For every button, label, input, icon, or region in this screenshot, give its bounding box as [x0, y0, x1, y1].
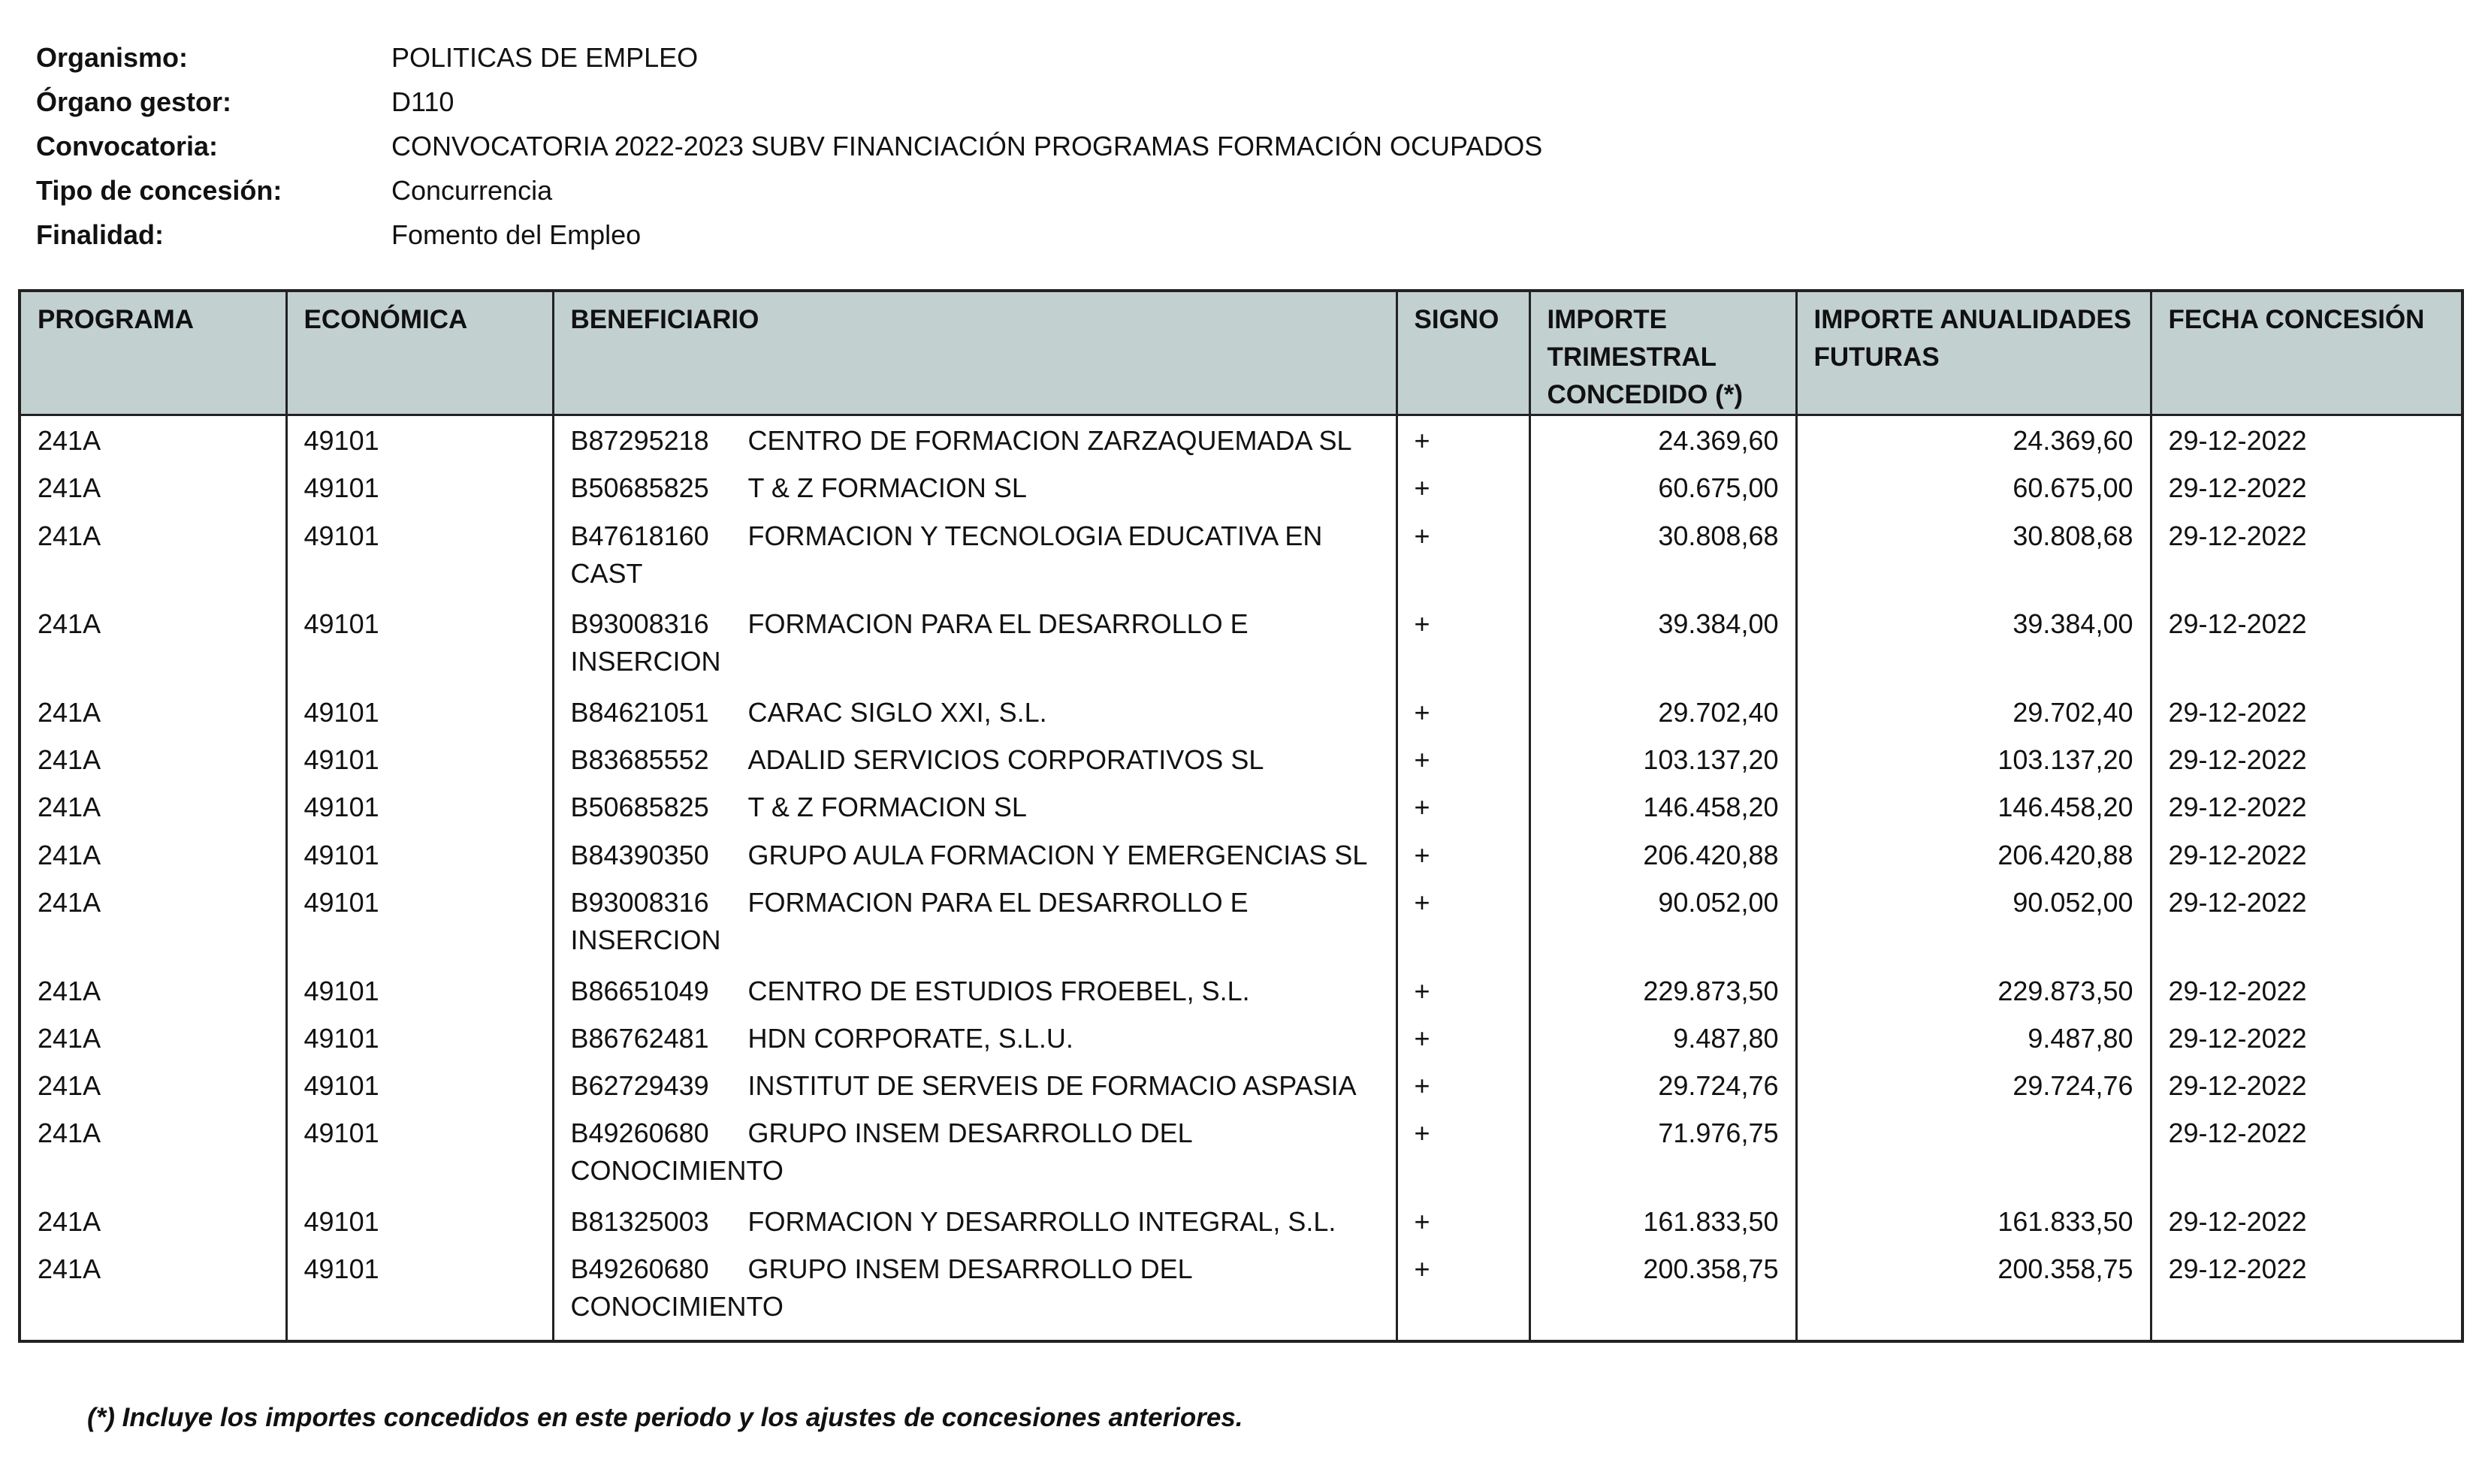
- cell-programa: 241A: [20, 878, 286, 967]
- cell-programa: 241A: [20, 1108, 286, 1197]
- cell-programa: 241A: [20, 967, 286, 1014]
- cell-fecha-concesion: 29-12-2022: [2151, 463, 2462, 511]
- beneficiary-name: T & Z FORMACION SL: [747, 792, 1027, 823]
- cell-economica: 49101: [286, 511, 553, 600]
- cell-fecha-concesion: 29-12-2022: [2151, 688, 2462, 735]
- column-header-importe-trimestral: IMPORTE TRIMESTRAL CONCEDIDO (*): [1529, 291, 1796, 415]
- cell-importe-trimestral: 90.052,00: [1529, 878, 1796, 967]
- header-info: [36, 38, 1542, 259]
- cell-signo: +: [1397, 1197, 1529, 1244]
- cell-programa: 241A: [20, 599, 286, 688]
- header-info-label: Convocatoria:: [36, 131, 219, 161]
- cell-beneficiario: [553, 599, 1397, 688]
- cell-importe-trimestral: 29.702,40: [1529, 688, 1796, 735]
- cell-beneficiario: [553, 688, 1397, 735]
- cell-fecha-concesion: 29-12-2022: [2151, 735, 2462, 783]
- cell-importe-trimestral: 161.833,50: [1529, 1197, 1796, 1244]
- cell-signo: +: [1397, 831, 1529, 878]
- beneficiary-name: CENTRO DE ESTUDIOS FROEBEL, S.L.: [747, 975, 1250, 1006]
- beneficiary-name: FORMACION Y DESARROLLO INTEGRAL, S.L.: [747, 1206, 1336, 1238]
- cell-economica: 49101: [286, 1061, 553, 1108]
- table-filler-row: [20, 1333, 2462, 1341]
- beneficiary-name: FORMACION PARA EL DESARROLLO E INSERCION: [570, 886, 1249, 955]
- beneficiary-nif: B49260680: [570, 1253, 709, 1285]
- column-header-fecha-concesion: FECHA CONCESIÓN: [2151, 291, 2462, 415]
- cell-programa: 241A: [20, 688, 286, 735]
- filler-cell: [553, 1333, 1397, 1341]
- cell-signo: +: [1397, 688, 1529, 735]
- cell-importe-trimestral: 200.358,75: [1529, 1244, 1796, 1333]
- column-header-programa: PROGRAMA: [20, 291, 286, 415]
- filler-cell: [286, 1333, 553, 1341]
- beneficiary-nif: B86651049: [570, 975, 709, 1006]
- cell-economica: 49101: [286, 463, 553, 511]
- header-info-row: [36, 38, 1542, 82]
- table-row: [20, 1108, 2462, 1197]
- header-info-value: Concurrencia: [391, 175, 553, 206]
- beneficiary-name: CENTRO DE FORMACION ZARZAQUEMADA SL: [747, 425, 1352, 456]
- cell-beneficiario: [553, 415, 1397, 464]
- beneficiary-nif: B47618160: [570, 520, 709, 551]
- table-row: [20, 1197, 2462, 1244]
- table-row: [20, 599, 2462, 688]
- cell-signo: +: [1397, 967, 1529, 1014]
- table-row: [20, 831, 2462, 878]
- cell-beneficiario: [553, 831, 1397, 878]
- cell-fecha-concesion: 29-12-2022: [2151, 967, 2462, 1014]
- cell-signo: +: [1397, 599, 1529, 688]
- cell-programa: 241A: [20, 1014, 286, 1061]
- column-header-signo: SIGNO: [1397, 291, 1529, 415]
- cell-importe-futuras: [1796, 1108, 2151, 1197]
- cell-fecha-concesion: 29-12-2022: [2151, 599, 2462, 688]
- header-info-label: Órgano gestor:: [36, 86, 232, 117]
- cell-fecha-concesion: 29-12-2022: [2151, 1061, 2462, 1108]
- cell-beneficiario: [553, 967, 1397, 1014]
- cell-beneficiario: [553, 1197, 1397, 1244]
- cell-fecha-concesion: 29-12-2022: [2151, 831, 2462, 878]
- cell-economica: 49101: [286, 735, 553, 783]
- cell-programa: 241A: [20, 1197, 286, 1244]
- cell-importe-trimestral: 29.724,76: [1529, 1061, 1796, 1108]
- cell-importe-futuras: 9.487,80: [1796, 1014, 2151, 1061]
- footnote: (*) Incluye los importes concedidos en este periodo y los ajustes de concesiones anteriores.: [87, 1403, 1243, 1432]
- cell-programa: 241A: [20, 415, 286, 464]
- cell-signo: +: [1397, 783, 1529, 830]
- table-row: [20, 511, 2462, 600]
- header-info-value: CONVOCATORIA 2022-2023 SUBV FINANCIACIÓN PROGRAMAS FORMACIÓN OCUPADOS: [391, 131, 1543, 161]
- cell-beneficiario: [553, 1244, 1397, 1333]
- filler-cell: [1529, 1333, 1796, 1341]
- beneficiary-name: GRUPO INSEM DESARROLLO DEL CONOCIMIENTO: [570, 1118, 1192, 1187]
- beneficiary-name: HDN CORPORATE, S.L.U.: [747, 1022, 1073, 1054]
- filler-cell: [1796, 1333, 2151, 1341]
- cell-fecha-concesion: 29-12-2022: [2151, 1197, 2462, 1244]
- cell-economica: 49101: [286, 688, 553, 735]
- cell-beneficiario: [553, 783, 1397, 830]
- cell-importe-futuras: 206.420,88: [1796, 831, 2151, 878]
- cell-programa: 241A: [20, 1061, 286, 1108]
- cell-economica: 49101: [286, 878, 553, 967]
- cell-importe-trimestral: 206.420,88: [1529, 831, 1796, 878]
- beneficiary-name: CARAC SIGLO XXI, S.L.: [747, 697, 1047, 728]
- cell-importe-trimestral: 71.976,75: [1529, 1108, 1796, 1197]
- header-info-value: D110: [391, 86, 454, 117]
- table-row: [20, 878, 2462, 967]
- cell-economica: 49101: [286, 1014, 553, 1061]
- cell-fecha-concesion: 29-12-2022: [2151, 511, 2462, 600]
- filler-cell: [20, 1333, 286, 1341]
- table-header-row: [20, 291, 2462, 415]
- cell-importe-futuras: 30.808,68: [1796, 511, 2151, 600]
- header-info-label: Tipo de concesión:: [36, 175, 282, 206]
- cell-fecha-concesion: 29-12-2022: [2151, 878, 2462, 967]
- header-info-value: POLITICAS DE EMPLEO: [391, 42, 699, 73]
- cell-fecha-concesion: 29-12-2022: [2151, 1108, 2462, 1197]
- cell-importe-futuras: 161.833,50: [1796, 1197, 2151, 1244]
- cell-beneficiario: [553, 1014, 1397, 1061]
- cell-fecha-concesion: 29-12-2022: [2151, 415, 2462, 464]
- cell-programa: 241A: [20, 463, 286, 511]
- beneficiary-name: INSTITUT DE SERVEIS DE FORMACIO ASPASIA: [747, 1070, 1357, 1102]
- beneficiary-name: GRUPO INSEM DESARROLLO DEL CONOCIMIENTO: [570, 1253, 1192, 1323]
- cell-fecha-concesion: 29-12-2022: [2151, 783, 2462, 830]
- cell-importe-futuras: 103.137,20: [1796, 735, 2151, 783]
- cell-importe-trimestral: 30.808,68: [1529, 511, 1796, 600]
- cell-importe-futuras: 200.358,75: [1796, 1244, 2151, 1333]
- header-info-label: Finalidad:: [36, 219, 164, 250]
- column-header-beneficiario: BENEFICIARIO: [553, 291, 1397, 415]
- cell-signo: +: [1397, 1014, 1529, 1061]
- cell-importe-futuras: 39.384,00: [1796, 599, 2151, 688]
- grants-table: [18, 289, 2464, 1343]
- beneficiary-nif: B93008316: [570, 886, 709, 918]
- table-row: [20, 688, 2462, 735]
- beneficiary-nif: B49260680: [570, 1118, 709, 1149]
- cell-beneficiario: [553, 735, 1397, 783]
- header-info-row: [36, 126, 1542, 170]
- filler-cell: [2151, 1333, 2462, 1341]
- cell-beneficiario: [553, 1108, 1397, 1197]
- table-row: [20, 1244, 2462, 1333]
- cell-economica: 49101: [286, 831, 553, 878]
- cell-importe-futuras: 29.702,40: [1796, 688, 2151, 735]
- cell-programa: 241A: [20, 831, 286, 878]
- cell-economica: 49101: [286, 599, 553, 688]
- cell-importe-futuras: 90.052,00: [1796, 878, 2151, 967]
- cell-beneficiario: [553, 463, 1397, 511]
- header-info-row: [36, 215, 1542, 259]
- cell-programa: 241A: [20, 1244, 286, 1333]
- cell-importe-trimestral: 103.137,20: [1529, 735, 1796, 783]
- beneficiary-nif: B84621051: [570, 697, 709, 728]
- cell-importe-trimestral: 39.384,00: [1529, 599, 1796, 688]
- cell-economica: 49101: [286, 1108, 553, 1197]
- cell-signo: +: [1397, 1061, 1529, 1108]
- beneficiary-name: FORMACION PARA EL DESARROLLO E INSERCION: [570, 608, 1249, 677]
- table-row: [20, 967, 2462, 1014]
- beneficiary-nif: B83685552: [570, 744, 709, 776]
- table-row: [20, 415, 2462, 464]
- cell-importe-futuras: 229.873,50: [1796, 967, 2151, 1014]
- cell-importe-trimestral: 60.675,00: [1529, 463, 1796, 511]
- cell-signo: +: [1397, 415, 1529, 464]
- cell-programa: 241A: [20, 783, 286, 830]
- beneficiary-nif: B81325003: [570, 1206, 709, 1238]
- cell-importe-trimestral: 146.458,20: [1529, 783, 1796, 830]
- beneficiary-nif: B50685825: [570, 792, 709, 823]
- beneficiary-nif: B84390350: [570, 839, 709, 870]
- table-row: [20, 735, 2462, 783]
- cell-importe-futuras: 29.724,76: [1796, 1061, 2151, 1108]
- cell-importe-futuras: 24.369,60: [1796, 415, 2151, 464]
- cell-fecha-concesion: 29-12-2022: [2151, 1014, 2462, 1061]
- cell-signo: +: [1397, 1244, 1529, 1333]
- filler-cell: [1397, 1333, 1529, 1341]
- table-row: [20, 783, 2462, 830]
- cell-programa: 241A: [20, 511, 286, 600]
- table-row: [20, 1061, 2462, 1108]
- beneficiary-nif: B86762481: [570, 1022, 709, 1054]
- cell-importe-futuras: 146.458,20: [1796, 783, 2151, 830]
- header-info-row: [36, 82, 1542, 126]
- cell-economica: 49101: [286, 1244, 553, 1333]
- column-header-importe-futuras: IMPORTE ANUALIDADES FUTURAS: [1796, 291, 2151, 415]
- cell-importe-trimestral: 229.873,50: [1529, 967, 1796, 1014]
- cell-signo: +: [1397, 1108, 1529, 1197]
- beneficiary-nif: B62729439: [570, 1070, 709, 1102]
- cell-signo: +: [1397, 511, 1529, 600]
- cell-beneficiario: [553, 511, 1397, 600]
- beneficiary-nif: B87295218: [570, 425, 709, 456]
- table-row: [20, 463, 2462, 511]
- cell-economica: 49101: [286, 1197, 553, 1244]
- cell-programa: 241A: [20, 735, 286, 783]
- header-info-label: Organismo:: [36, 42, 189, 73]
- cell-fecha-concesion: 29-12-2022: [2151, 1244, 2462, 1333]
- column-header-economica: ECONÓMICA: [286, 291, 553, 415]
- beneficiary-name: T & Z FORMACION SL: [747, 472, 1027, 504]
- header-info-row: [36, 170, 1542, 215]
- header-info-value: Fomento del Empleo: [391, 219, 642, 250]
- cell-economica: 49101: [286, 967, 553, 1014]
- cell-importe-trimestral: 24.369,60: [1529, 415, 1796, 464]
- cell-importe-trimestral: 9.487,80: [1529, 1014, 1796, 1061]
- table-row: [20, 1014, 2462, 1061]
- beneficiary-nif: B50685825: [570, 472, 709, 504]
- cell-economica: 49101: [286, 783, 553, 830]
- cell-signo: +: [1397, 878, 1529, 967]
- cell-signo: +: [1397, 463, 1529, 511]
- beneficiary-name: ADALID SERVICIOS CORPORATIVOS SL: [747, 744, 1264, 776]
- beneficiary-name: GRUPO AULA FORMACION Y EMERGENCIAS SL: [747, 839, 1368, 870]
- beneficiary-nif: B93008316: [570, 608, 709, 640]
- cell-beneficiario: [553, 1061, 1397, 1108]
- cell-importe-futuras: 60.675,00: [1796, 463, 2151, 511]
- cell-signo: +: [1397, 735, 1529, 783]
- beneficiary-name: FORMACION Y TECNOLOGIA EDUCATIVA EN CAST: [570, 520, 1323, 589]
- cell-beneficiario: [553, 878, 1397, 967]
- cell-economica: 49101: [286, 415, 553, 464]
